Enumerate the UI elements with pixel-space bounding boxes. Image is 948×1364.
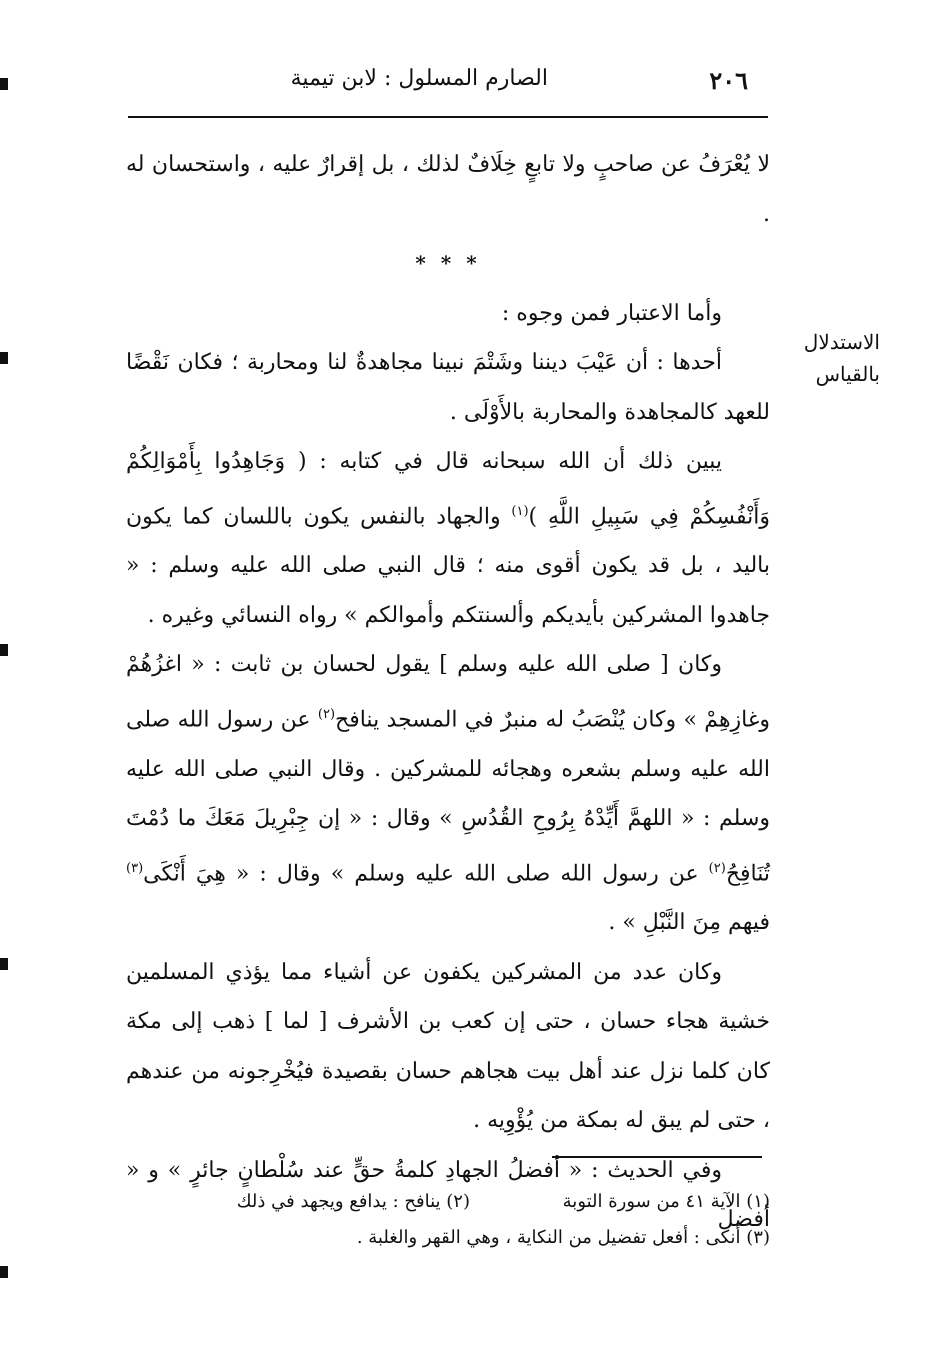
footnote-ref: (١) [511, 503, 529, 519]
footnote-row [150, 1220, 770, 1256]
scan-edge-mark [0, 1266, 8, 1278]
page-header [128, 62, 768, 102]
scan-edge-mark [0, 352, 8, 364]
paragraph: وأما الاعتبار فمن وجوه : [501, 300, 722, 326]
footnote-ref: (٢) [317, 706, 336, 722]
scan-edge-mark [0, 958, 8, 970]
paragraph: لا يُعْرَفُ عن صاحبٍ ولا تابعٍ خِلَافٌ لذلك ، بل إقرارٌ عليه ، واستحسان له . [126, 152, 770, 227]
page-number: ٢٠٦ [709, 66, 748, 95]
paragraph-text: عن رسول الله صلى الله عليه وسلم » وقال : « هِيَ أَنْكَى [143, 860, 709, 886]
paragraph-text: فيهم مِنَ النَّبْلِ » . [608, 910, 770, 936]
paragraph: وكان عدد من المشركين يكفون عن أشياء مما يؤذي المسلمين خشية هجاء حسان ، حتى إن كعب بن الأشرف [ لما ] ذهب إلى مكة كان كلما نزل عند أهل بيت هجاهم حسان بقصيدة فيُخْرِجونه من عندهم ، حتى لم يبق له بمكة من يُؤْوِيه . [126, 959, 770, 1134]
paragraph-text: وكان [ صلى الله عليه وسلم ] يقول لحسان بن ثابت : « اغزُهُمْ وغازِهِمْ » وكان يُنْصَبُ له منبرٌ في المسجد ينافح [126, 652, 770, 733]
paragraph [126, 437, 770, 640]
footnote: (٣) أنكى : أفعل تفضيل من النكاية ، وهي القهر والغلبة . [356, 1227, 770, 1248]
footnotes [150, 1184, 770, 1256]
paragraph: وفي الحديث : « أفضلُ الجهادِ كلمةُ حقٍّ عند سُلْطانٍ جائرٍ » و « أفضل [126, 1157, 770, 1233]
footnote-ref: (٣) [126, 860, 144, 876]
header-rule [128, 116, 768, 118]
margin-note-line: بالقياس [815, 362, 880, 386]
scan-edge-mark [0, 644, 8, 656]
running-title: الصارم المسلول : لابن تيمية [290, 66, 548, 91]
body-text [126, 140, 770, 1245]
paragraph-text: والجهاد بالنفس يكون باللسان كما يكون باليد ، بل قد يكون أقوى منه ؛ قال النبي صلى الله عليه وسلم : « جاهدوا المشركين بأيديكم وألسنتكم وأموالكم » رواه النسائي وغيره . [126, 503, 770, 628]
paragraph-text: يبين ذلك أن الله سبحانه قال في كتابه : ( وَجَاهِدُوا بِأَمْوَالِكُمْ وَأَنْفُسِكُمْ فِي سَبِيلِ اللَّهِ ) [126, 449, 770, 529]
paragraph [126, 640, 770, 948]
footnote: (٢) ينافح : يدافع ويجهد في ذلك [236, 1191, 470, 1212]
footnote-rule [552, 1156, 762, 1158]
scan-edge-mark [0, 78, 8, 90]
footnote: (١) الآية ٤١ من سورة التوبة [562, 1191, 770, 1212]
margin-note-line: الاستدلال [803, 330, 880, 354]
paragraph-text: عن رسول الله صلى الله عليه وسلم بشعره وهجائه للمشركين . وقال النبي صلى الله عليه وسلم : « اللهمَّ أَيِّدْهُ بِرُوحِ القُدُسِ » وقال : « إن جِبْرِيلَ مَعَكَ ما دُمْتَ تُنَافِحُ [126, 707, 770, 886]
margin-note [780, 326, 880, 390]
paragraph: أحدها : أن عَيْبَ ديننا وشَتْمَ نبينا مجاهدةٌ لنا ومحاربة ؛ فكان نَقْضًا للعهد كالمجاهدة والمحاربة بالأَوْلَى . [126, 350, 770, 425]
footnote-ref: (٢) [708, 860, 726, 876]
footnote-row [150, 1184, 770, 1220]
section-separator: * * * [415, 251, 481, 275]
